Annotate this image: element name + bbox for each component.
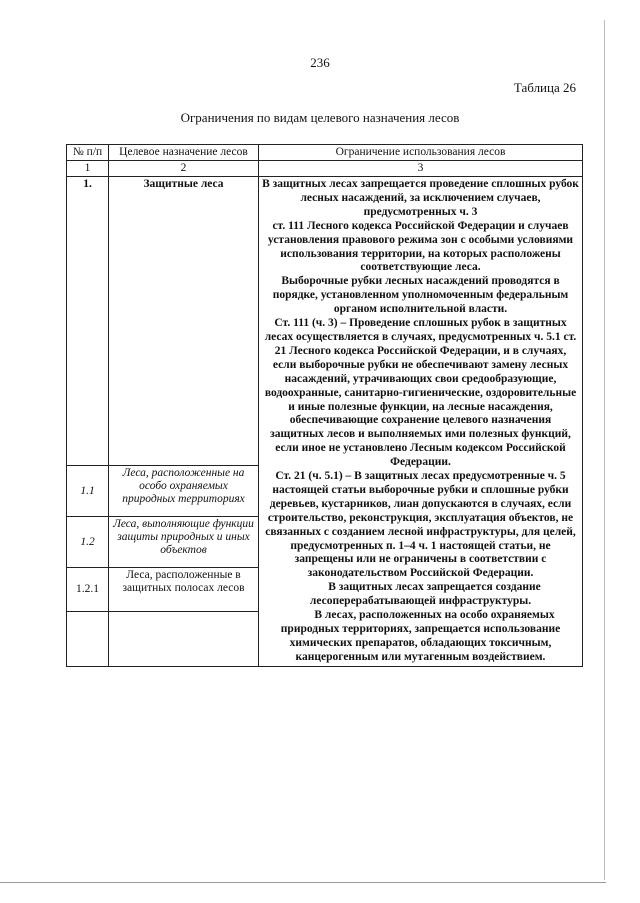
index-row xyxy=(67,161,583,177)
header-cell-restriction: Ограничение использования лесов xyxy=(259,145,583,161)
page-number: 236 xyxy=(310,55,330,70)
restriction-paragraph: В защитных лесах запрещается создание лесоперерабатывающей инфраструктуры. xyxy=(309,581,541,608)
header-cell-number: № п/п xyxy=(67,145,109,161)
row-purpose: Леса, расположенные на особо охраняемых природных территориях xyxy=(109,466,259,517)
row-purpose: Леса, расположенные в защитных полосах лесов xyxy=(109,568,259,612)
restrictions-table xyxy=(66,144,583,667)
scan-edge-line xyxy=(604,20,605,880)
row-number: 1.2 xyxy=(67,517,109,568)
row-purpose: Леса, выполняющие функции защиты природных и иных объектов xyxy=(109,517,259,568)
table-number: Таблица 26 xyxy=(513,80,576,95)
header-cell-purpose: Целевое назначение лесов xyxy=(109,145,259,161)
scan-bottom-line xyxy=(0,882,606,883)
restriction-text-cell xyxy=(259,177,583,667)
row-number: 1.1 xyxy=(67,466,109,517)
restriction-paragraph: Ст. 21 (ч. 5.1) – В защитных лесах предусмотренные ч. 5 настоящей статьи выборочные рубки и сплошные рубки деревьев, кустарников, лиан допускаются в случаях, если строительство, реконструкция, эксплуатация объектов, не связанных с созданием лесной инфраструктуры, для целей, предусмотренных п. 1–4 ч. 1 настоящей статьи, не запрещены или не ограничены в соответствии с законодательством Российской Федерации. xyxy=(265,470,576,580)
row-number: 1.2.1 xyxy=(67,568,109,612)
row-purpose: Защитные леса xyxy=(109,177,259,466)
restriction-paragraph: Ст. 111 (ч. 3) – Проведение сплошных рубок в защитных лесах осуществляется в случаях, предусмотренных ч. 5.1 ст. 21 Лесного кодекса Российской Федерации, и в случаях, если выборочные рубки не обеспечивают замену лесных насаждений, утрачивающих свои средообразующие, водоохранные, санитарно-гигиенические, оздоровительные и иные полезные функции, на лесные насаждения, обеспечивающие сохранение целевого назначения защитных лесов и выполняемых ими полезных функций, если иное не установлено Лесным кодексом Российской Федерации. xyxy=(264,317,577,469)
restriction-paragraph: В лесах, расположенных на особо охраняемых природных территориях, запрещается использование химических препаратов, обладающих токсичным, канцерогенным или мутагенным воздействием. xyxy=(280,609,561,663)
restriction-paragraph: В защитных лесах запрещается проведение сплошных рубок лесных насаждений, за исключением случаев, предусмотренных ч. 3 xyxy=(262,178,579,218)
table-row xyxy=(67,177,583,466)
index-cell: 2 xyxy=(109,161,259,177)
empty-cell xyxy=(67,612,109,666)
index-cell: 3 xyxy=(259,161,583,177)
restriction-paragraph: ст. 111 Лесного кодекса Российской Федерации и случаев установления правового режима зон с особыми условиями использования территории, на которых расположены соответствующие леса. xyxy=(267,219,574,274)
empty-cell xyxy=(109,612,259,666)
restriction-paragraph: Выборочные рубки лесных насаждений проводятся в порядке, установленном уполномоченным федеральным органом исполнительной власти. xyxy=(272,275,569,316)
table-title: Ограничения по видам целевого назначения лесов xyxy=(180,110,460,125)
row-number: 1. xyxy=(67,177,109,466)
header-row xyxy=(67,145,583,161)
index-cell: 1 xyxy=(67,161,109,177)
